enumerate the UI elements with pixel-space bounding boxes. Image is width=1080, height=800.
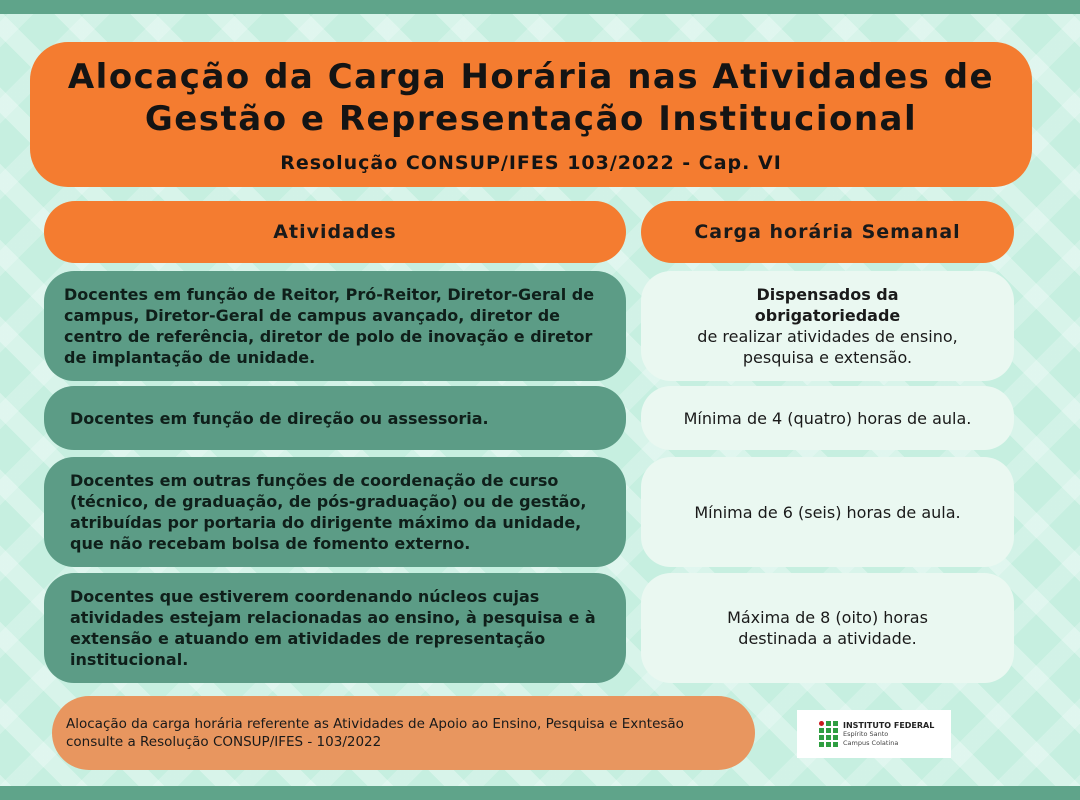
hours-cell [641, 271, 1014, 381]
page-subtitle: Resolução CONSUP/IFES 103/2022 - Cap. VI [280, 152, 782, 174]
activity-cell [44, 271, 626, 381]
hours-cell [641, 573, 1014, 683]
column-header-activities: Atividades [44, 201, 626, 263]
footer-line-1: Alocação da carga horária referente as Atividades de Apoio ao Ensino, Pesquisa e Exntesão [66, 716, 684, 732]
logo-campus: Campus Colatina [843, 738, 899, 747]
title-banner [30, 42, 1032, 187]
page-title: Alocação da Carga Horária nas Atividades de Gestão e Representação Institucional [67, 57, 995, 139]
activity-text: Docentes em função de Reitor, Pró-Reitor, Diretor-Geral de campus, Diretor-Geral de campus avançado, diretor de centro de referência, diretor de polo de inovação e diretor de implantação de unidade. [64, 285, 595, 367]
activity-text: Docentes em função de direção ou assessoria. [70, 408, 489, 428]
column-header-hours: Carga horária Semanal [641, 201, 1014, 263]
activity-text: Docentes que estiverem coordenando núcleos cujas atividades estejam relacionadas ao ensino, à pesquisa e à extensão e atuando em atividades de representação institucional. [70, 587, 596, 669]
logo-text [843, 721, 934, 748]
activity-cell [44, 457, 626, 567]
activity-text: Docentes em outras funções de coordenação de curso (técnico, de graduação, de pós-graduação) ou de gestão, atribuídas por portaria do dirigente máximo da unidade, que não recebam bolsa de fomento externo. [70, 471, 587, 553]
footer-line-2: consulte a Resolução CONSUP/IFES - 103/2022 [66, 734, 382, 750]
institution-logo [797, 710, 951, 758]
logo-state: Espírito Santo [843, 729, 889, 738]
logo-name: INSTITUTO FEDERAL [843, 720, 935, 730]
hours-cell [641, 457, 1014, 567]
activity-cell [44, 573, 626, 683]
hours-text: Mínima de 4 (quatro) horas de aula. [683, 408, 972, 428]
activity-cell [44, 386, 626, 450]
hours-bold-text: Dispensados da obrigatoriedade [754, 285, 901, 325]
hours-text: Dispensados da obrigatoriedade de realizar atividades de ensino, pesquisa e extensão. [697, 285, 958, 367]
footer-note [52, 696, 755, 770]
top-band [0, 0, 1080, 14]
hours-cell [641, 386, 1014, 450]
hours-text: Máxima de 8 (oito) horas destinada a atividade. [727, 608, 928, 648]
hours-text: Mínima de 6 (seis) horas de aula. [694, 502, 961, 522]
bottom-band [0, 786, 1080, 800]
logo-mark-icon [819, 721, 838, 747]
